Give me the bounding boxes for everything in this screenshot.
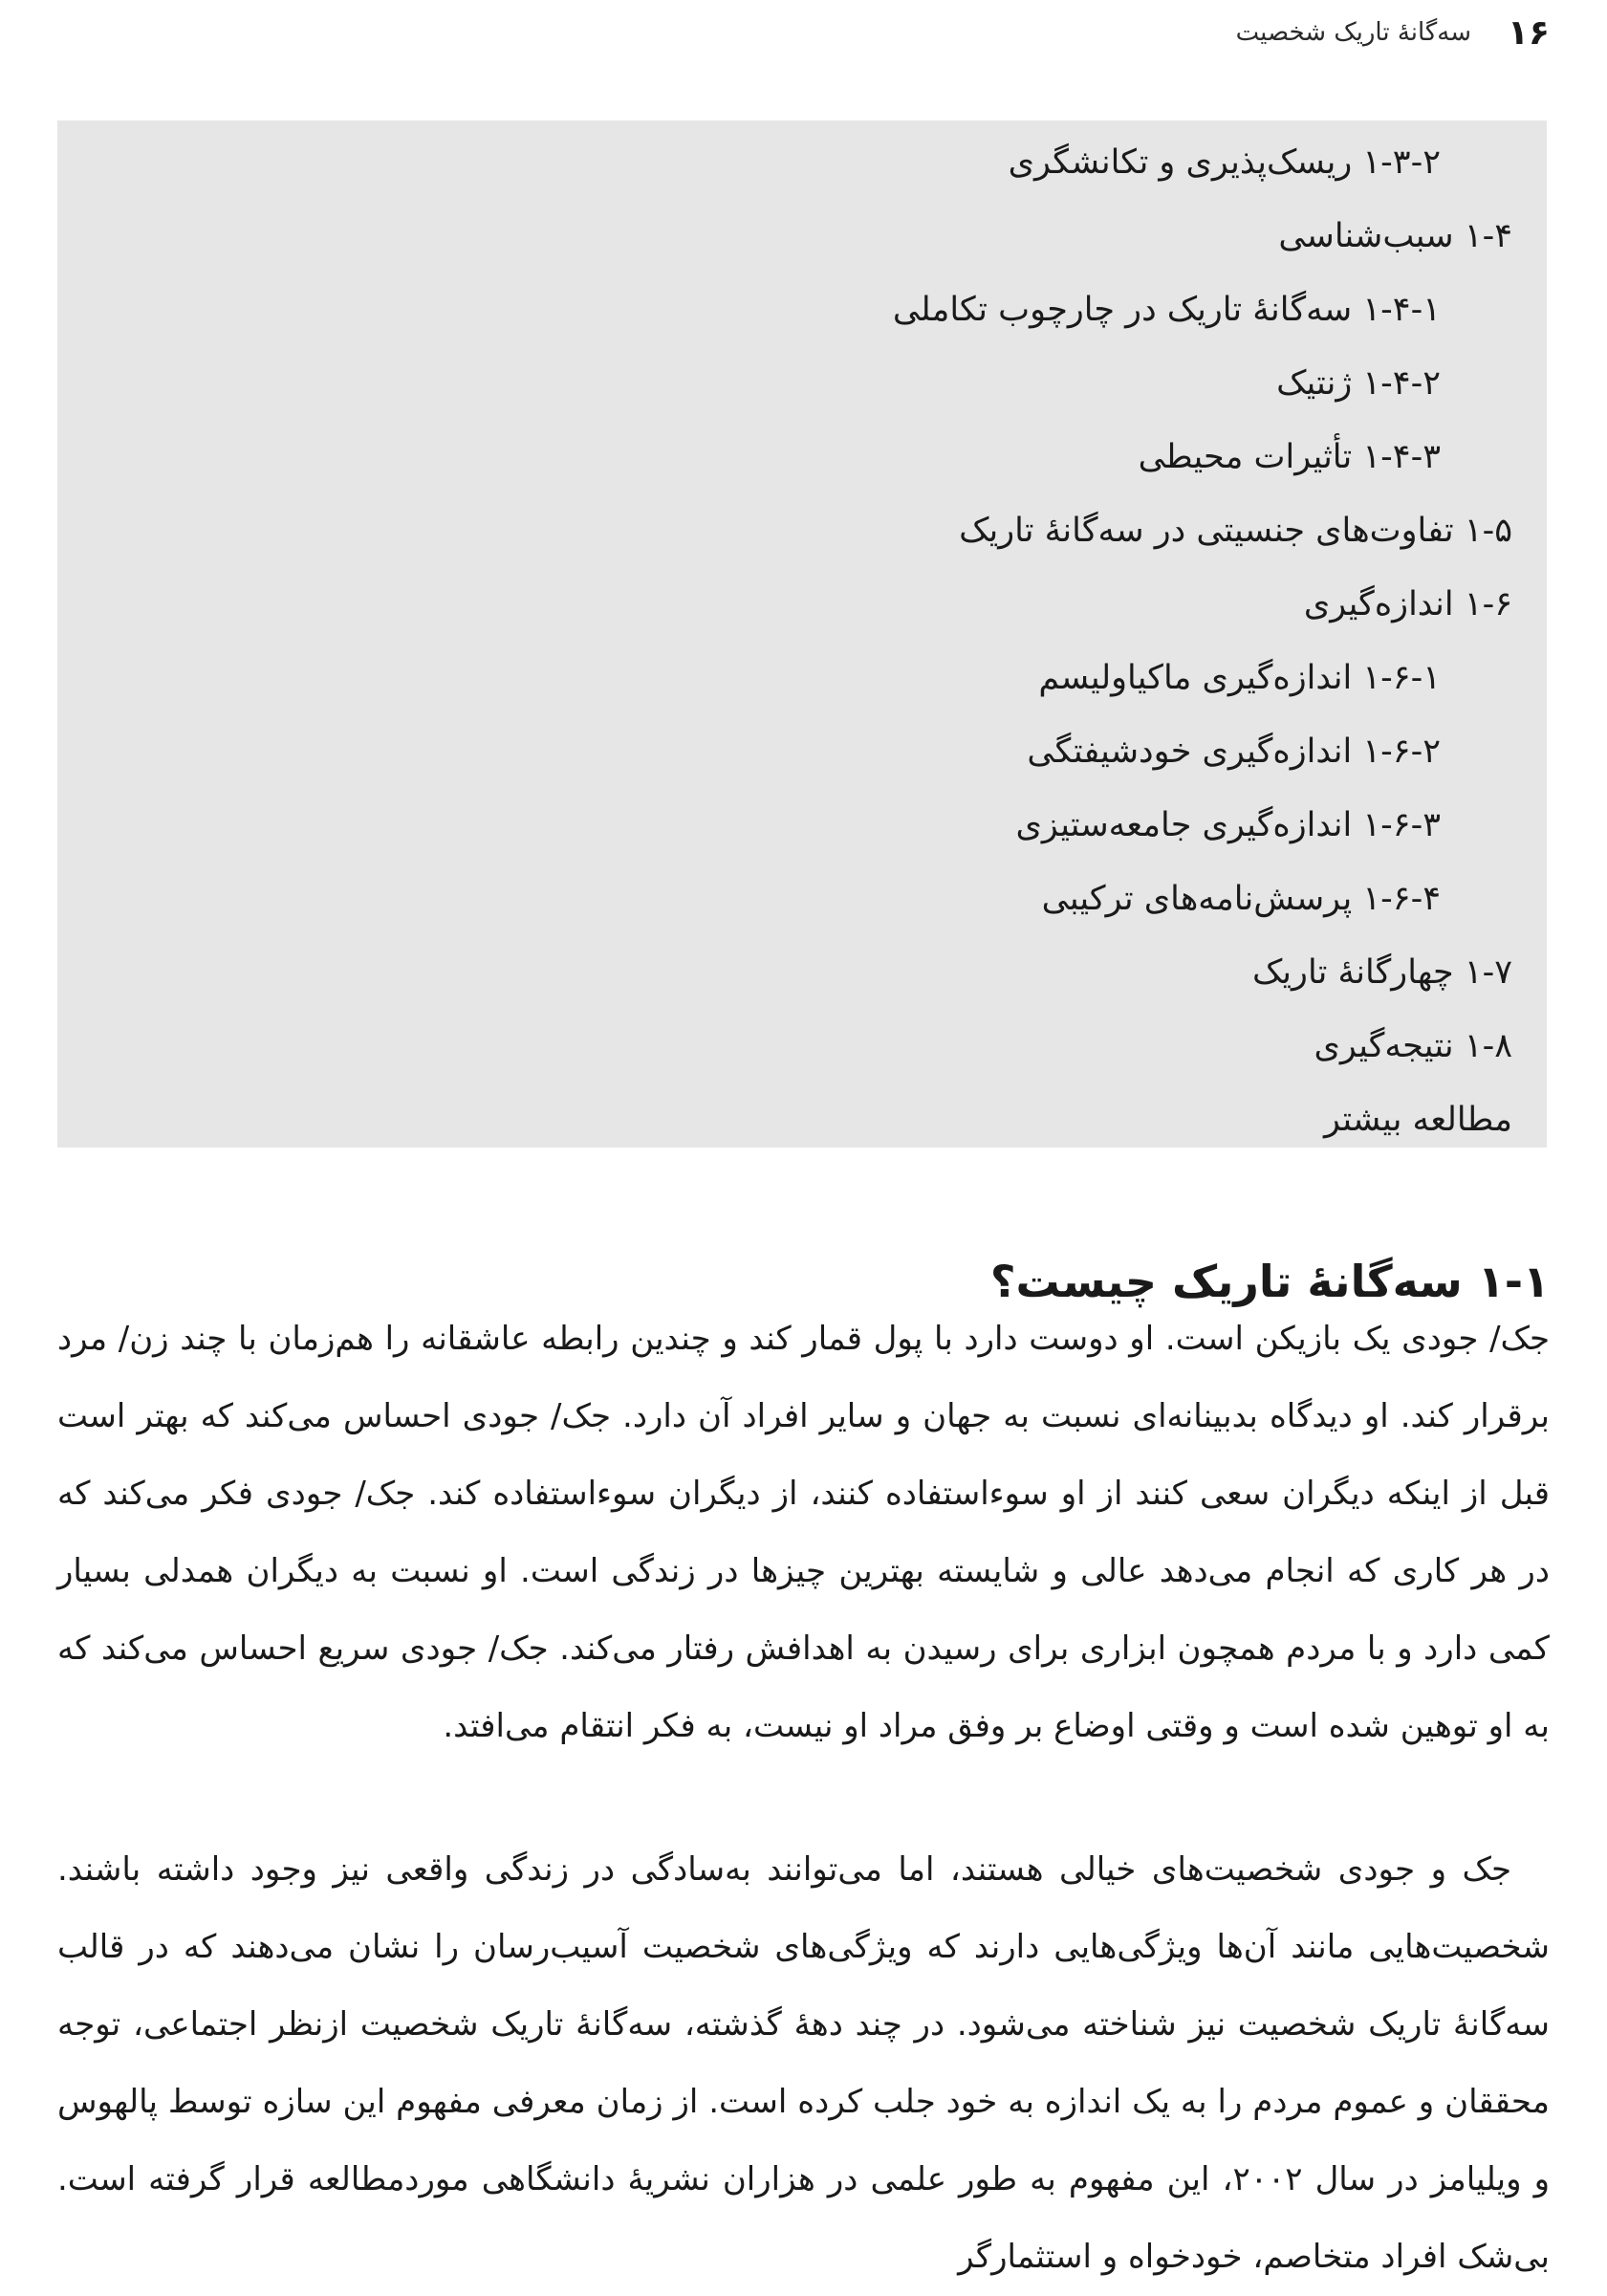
toc-item: ۱-۴-۲ ژنتیک: [1276, 364, 1441, 403]
toc-item: ۱-۴-۱ سه‌گانهٔ تاریک در چارچوب تکاملی: [892, 291, 1441, 329]
page-number: ۱۶: [1508, 12, 1550, 53]
body-paragraph: جک/ جودی یک بازیکن است. او دوست دارد با پول قمار کند و چندین رابطه عاشقانه را هم‌زمان با چند زن/ مرد برقرار کند. او دیدگاه بدبینانه‌ای نسبت به جهان و سایر افراد آن دارد. جک/ جودی احساس می‌کند که بهتر است قبل از اینکه دیگران سعی کنند از او سوءاستفاده کنند، از دیگران سوءاستفاده کند. جک/ جودی فکر می‌کند که در هر کاری که انجام می‌دهد عالی و شایسته بهترین چیزها در زندگی است. او نسبت به دیگران همدلی بسیار کمی دارد و با مردم همچون ابزاری برای رسیدن به اهدافش رفتار می‌کند. جک/ جودی سریع احساس می‌کند که به او توهین شده است و وقتی اوضاع بر وفق مراد او نیست، به فکر انتقام می‌افتد.: [57, 1320, 1550, 1745]
toc-item: مطالعه بیشتر: [1324, 1101, 1512, 1139]
table-of-contents-box: [57, 120, 1547, 1148]
section-heading: ۱-۱ سه‌گانهٔ تاریک چیست؟: [989, 1256, 1550, 1308]
toc-item: ۱-۶ اندازه‌گیری: [1303, 585, 1512, 623]
toc-item: ۱-۶-۲ اندازه‌گیری خودشیفتگی: [1027, 733, 1441, 771]
toc-item: ۱-۵ تفاوت‌های جنسیتی در سه‌گانهٔ تاریک: [959, 512, 1512, 550]
toc-item: ۱-۴-۳ تأثیرات محیطی: [1138, 438, 1441, 476]
toc-item: ۱-۷ چهارگانهٔ تاریک: [1251, 953, 1512, 992]
running-head: [57, 13, 1550, 52]
toc-item: ۱-۶-۴ پرسش‌نامه‌های ترکیبی: [1041, 880, 1441, 918]
toc-item: ۱-۳-۲ ریسک‌پذیری و تکانشگری: [1008, 143, 1441, 182]
toc-item: ۱-۸ نتیجه‌گیری: [1314, 1027, 1512, 1065]
toc-item: ۱-۴ سبب‌شناسی: [1278, 217, 1512, 255]
body-paragraph: جک و جودی شخصیت‌های خیالی هستند، اما می‌توانند به‌سادگی در زندگی واقعی نیز وجود داشته باشند. شخصیت‌هایی مانند آن‌ها ویژگی‌هایی دارند که ویژگی‌های شخصیت آسیب‌رسان را نشان می‌دهند که در قالب سه‌گانهٔ تاریک شخصیت نیز شناخته می‌شود. در چند دههٔ گذشته، سه‌گانهٔ تاریک شخصیت ازنظر اجتماعی، توجه محققان و عموم مردم را به یک اندازه به خود جلب کرده است. از زمان معرفی مفهوم این سازه توسط پالهوس و ویلیامز در سال ۲۰۰۲، این مفهوم به طور علمی در هزاران نشریهٔ دانشگاهی موردمطالعه قرار گرفته است. بی‌شک افراد متخاصم، خودخواه و استثمارگر: [57, 1850, 1550, 2276]
running-title: سه‌گانهٔ تاریک شخصیت: [1235, 18, 1472, 47]
toc-item: ۱-۶-۳ اندازه‌گیری جامعه‌ستیزی: [1015, 806, 1441, 844]
toc-item: ۱-۶-۱ اندازه‌گیری ماکیاولیسم: [1038, 659, 1441, 697]
